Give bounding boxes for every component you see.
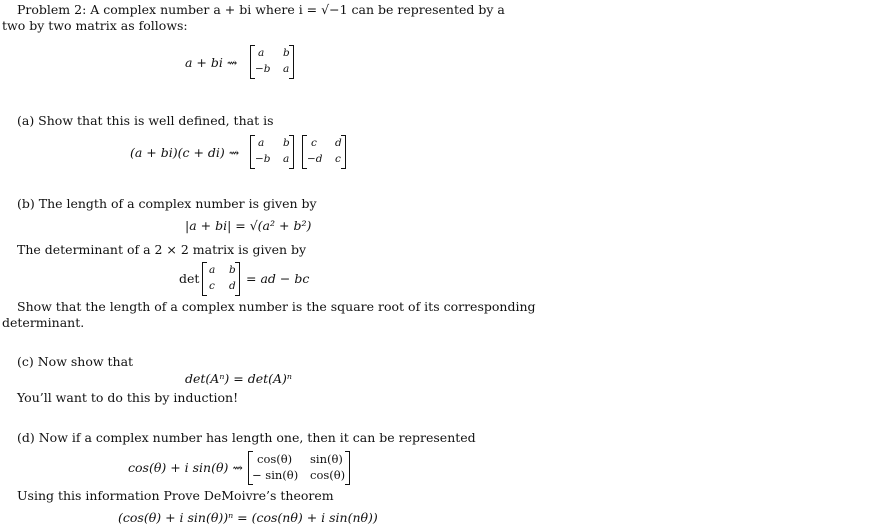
part-b-show-line1: Show that the length of a complex number is the square root of its corresponding <box>17 299 536 314</box>
part-a-text: (a) Show that this is well defined, that is <box>17 113 274 128</box>
part-a-m1-12: b <box>283 137 290 149</box>
part-b-det-m12: b <box>229 264 236 276</box>
problem-intro-line1: Problem 2: A complex number a + bi where i = √−1 can be represented by a <box>17 2 505 17</box>
part-b-text: (b) The length of a complex number is given by <box>17 196 317 211</box>
eq1-m22: a <box>283 63 290 75</box>
part-b-length-eq: |a + bi| = √(a² + b²) <box>185 218 312 233</box>
part-d-m12: sin(θ) <box>310 452 343 466</box>
part-d-prove: Using this information Prove DeMoivre’s theorem <box>17 488 334 503</box>
part-b-det-rhs: = ad − bc <box>246 271 310 286</box>
part-a-matrix-2 <box>302 135 346 169</box>
part-c-hint: You’ll want to do this by induction! <box>17 390 239 405</box>
part-b-show-line2: determinant. <box>2 315 85 330</box>
eq1-matrix <box>250 45 294 79</box>
problem-intro-line2: two by two matrix as follows: <box>2 18 188 33</box>
part-b-det-m22: d <box>229 280 236 292</box>
part-d-text: (d) Now if a complex number has length one, then it can be represented <box>17 430 476 445</box>
part-d-theorem: (cos(θ) + i sin(θ))ⁿ = (cos(nθ) + i sin(nθ)) <box>118 510 378 525</box>
eq1-lhs: a + bi ⇝ <box>185 55 238 70</box>
part-b-det-label: det <box>179 271 200 286</box>
part-c-eq: det(Aⁿ) = det(A)ⁿ <box>185 371 292 386</box>
part-a-m2-22: c <box>335 153 341 165</box>
part-d-matrix <box>248 451 350 485</box>
part-a-m2-21: −d <box>307 153 323 165</box>
eq1-m21: −b <box>255 63 271 75</box>
part-b-det-m11: a <box>209 264 216 276</box>
eq1-m12: b <box>283 47 290 59</box>
part-a-m1-11: a <box>258 137 265 149</box>
part-b-det-matrix <box>202 262 240 296</box>
part-c-text: (c) Now show that <box>17 354 134 369</box>
part-d-m21: − sin(θ) <box>252 468 299 482</box>
part-d-m22: cos(θ) <box>310 468 346 482</box>
part-d-m11: cos(θ) <box>257 452 293 466</box>
eq1-m11: a <box>258 47 265 59</box>
part-b-det-text: The determinant of a 2 × 2 matrix is given by <box>17 242 307 257</box>
part-a-m1-22: a <box>283 153 290 165</box>
part-a-lhs: (a + bi)(c + di) ⇝ <box>130 145 240 160</box>
part-a-m2-11: c <box>311 137 317 149</box>
part-d-lhs: cos(θ) + i sin(θ) ⇝ <box>128 460 243 475</box>
part-a-m2-12: d <box>335 137 342 149</box>
part-a-m1-21: −b <box>255 153 271 165</box>
part-a-matrix-1 <box>250 135 294 169</box>
part-b-det-m21: c <box>209 280 215 292</box>
